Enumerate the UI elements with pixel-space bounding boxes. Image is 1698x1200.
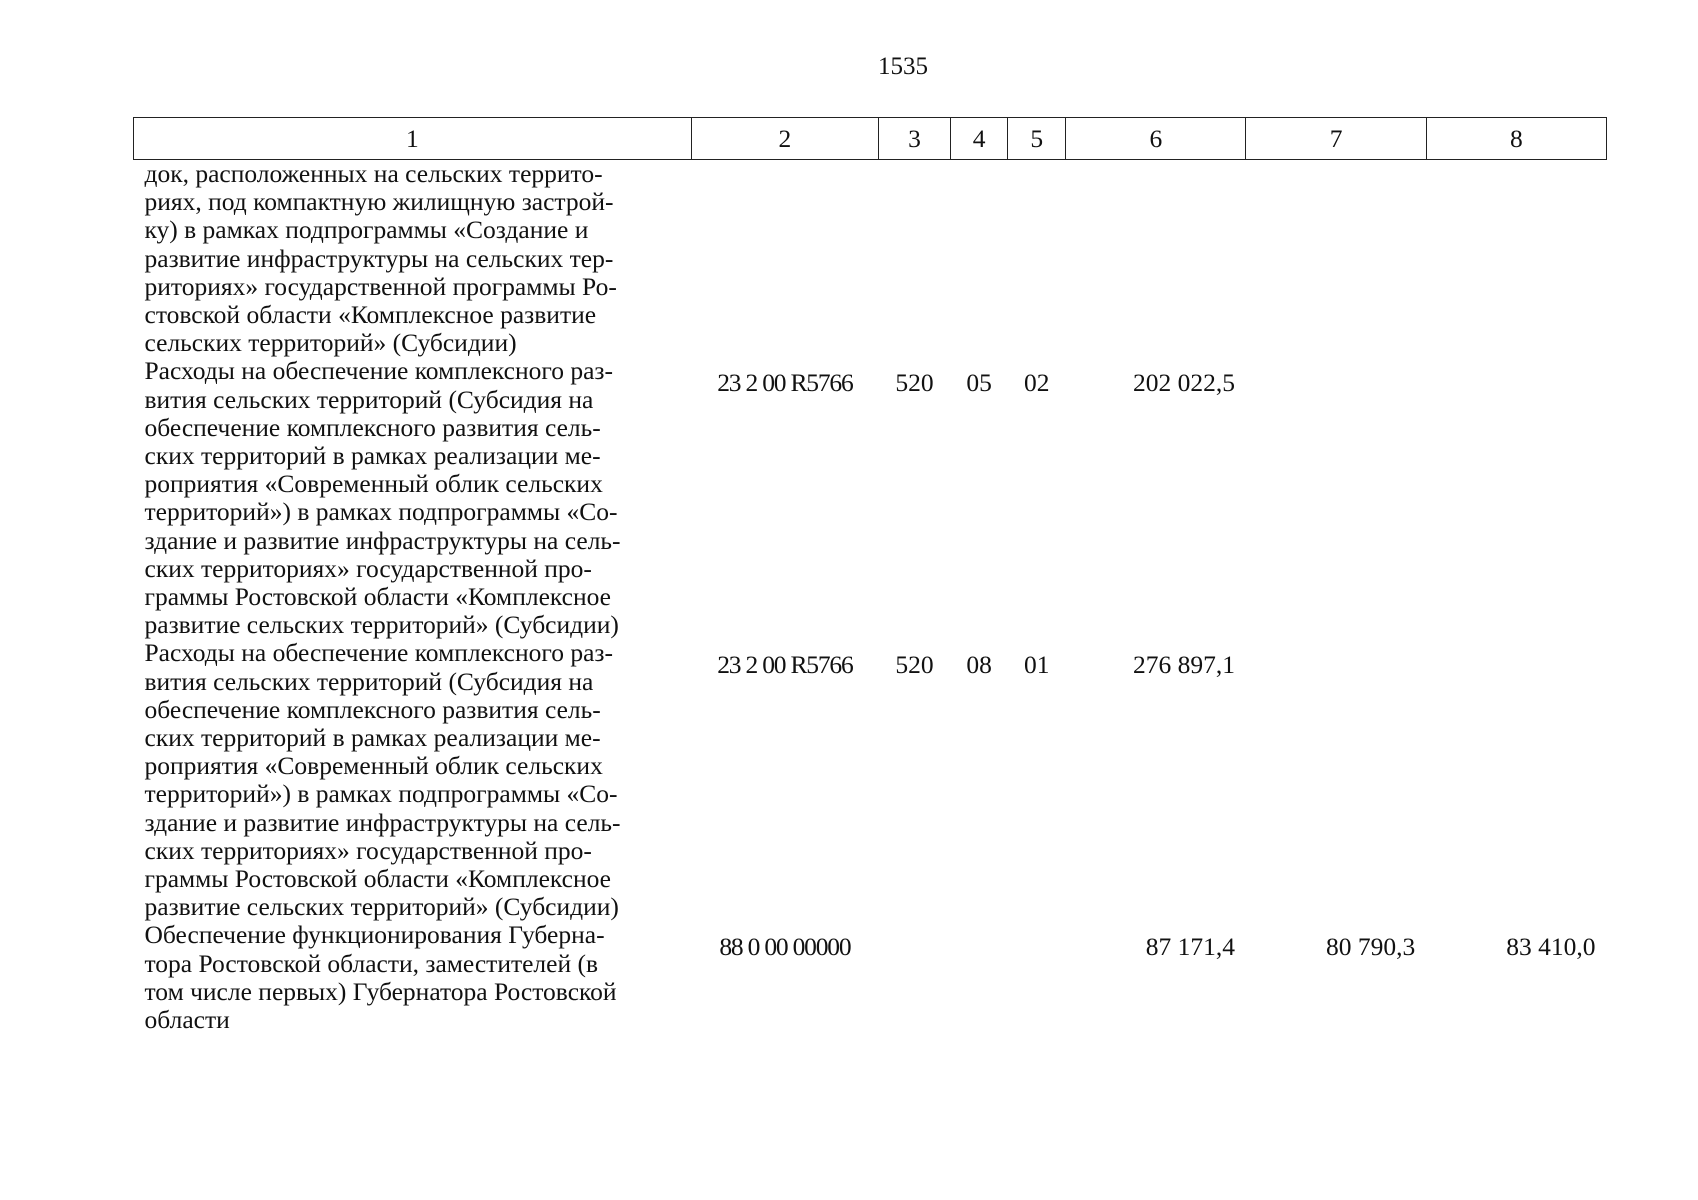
row-description: Обеспечение функционирования Губерна- тора Ростовской области, заместителей (в том числе первых) Губернатора Ростовской области <box>144 920 617 1035</box>
amount-year-3 <box>1426 160 1606 358</box>
amount-year-2 <box>1246 160 1426 358</box>
subsection-code <box>1008 921 1066 1034</box>
section-code: 05 <box>966 368 992 398</box>
amount-year-1 <box>1066 160 1246 358</box>
target-article-code: 23 2 00 R5766 <box>717 650 853 680</box>
column-header-3: 3 <box>879 118 951 160</box>
column-header-5: 5 <box>1008 118 1066 160</box>
amount-year-2 <box>1246 639 1426 921</box>
budget-table <box>133 117 1607 1034</box>
column-header-2: 2 <box>691 118 878 160</box>
target-article-code: 23 2 00 R5766 <box>717 368 853 398</box>
expense-type-code <box>879 160 951 358</box>
target-article-code <box>691 160 878 358</box>
amount-year-3 <box>1426 357 1606 639</box>
expense-type-code: 520 <box>895 368 934 398</box>
expense-type-code <box>879 921 951 1034</box>
row-description: док, расположенных на сельских террито- риях, под компактную жилищную застрой- ку) в рамках подпрограммы «Создание и развитие инфраструктуры на сельских тер- риториях» государственной программы Ро- стовской области «Комплексное развитие сельских территорий» (Субсидии) <box>144 159 617 358</box>
subsection-code <box>1008 160 1066 358</box>
section-code <box>951 160 1008 358</box>
column-header-7: 7 <box>1246 118 1426 160</box>
column-header-6: 6 <box>1066 118 1246 160</box>
amount-year-2: 80 790,3 <box>1325 932 1416 962</box>
amount-year-1: 202 022,5 <box>1132 368 1235 398</box>
section-code: 08 <box>966 650 992 680</box>
table-row <box>134 639 1607 921</box>
section-code <box>951 921 1008 1034</box>
amount-year-3: 83 410,0 <box>1506 932 1596 962</box>
page-number: 1535 <box>878 53 928 80</box>
column-header-1: 1 <box>134 118 692 160</box>
amount-year-2 <box>1246 357 1426 639</box>
expense-type-code: 520 <box>895 650 934 680</box>
amount-year-3 <box>1426 639 1606 921</box>
target-article-code: 88 0 00 00000 <box>719 932 851 962</box>
subsection-code: 01 <box>1023 650 1050 680</box>
subsection-code: 02 <box>1023 368 1050 398</box>
table-row <box>134 160 1607 358</box>
column-header-8: 8 <box>1426 118 1606 160</box>
row-description: Расходы на обеспечение комплексного раз- вития сельских территорий (Субсидия на обеспечение комплексного развития сель- ских территорий в рамках реализации ме- роприятия «Современный облик сельских территорий») в рамках подпрограммы «Со- здание и развитие инфраструктуры на сель- ских территориях» государственной про- граммы Ростовской области «Комплексное развитие сельских территорий» (Субсидии) <box>144 356 621 640</box>
header-row <box>134 118 1607 160</box>
table-row <box>134 921 1607 1034</box>
column-header-4: 4 <box>951 118 1008 160</box>
row-description: Расходы на обеспечение комплексного раз- вития сельских территорий (Субсидия на обеспечение комплексного развития сель- ских территорий в рамках реализации ме- роприятия «Современный облик сельских территорий») в рамках подпрограммы «Со- здание и развитие инфраструктуры на сель- ских территориях» государственной про- граммы Ростовской области «Комплексное развитие сельских территорий» (Субсидии) <box>144 638 621 922</box>
amount-year-1: 276 897,1 <box>1132 650 1235 680</box>
amount-year-1: 87 171,4 <box>1145 932 1235 962</box>
table-row <box>134 357 1607 639</box>
